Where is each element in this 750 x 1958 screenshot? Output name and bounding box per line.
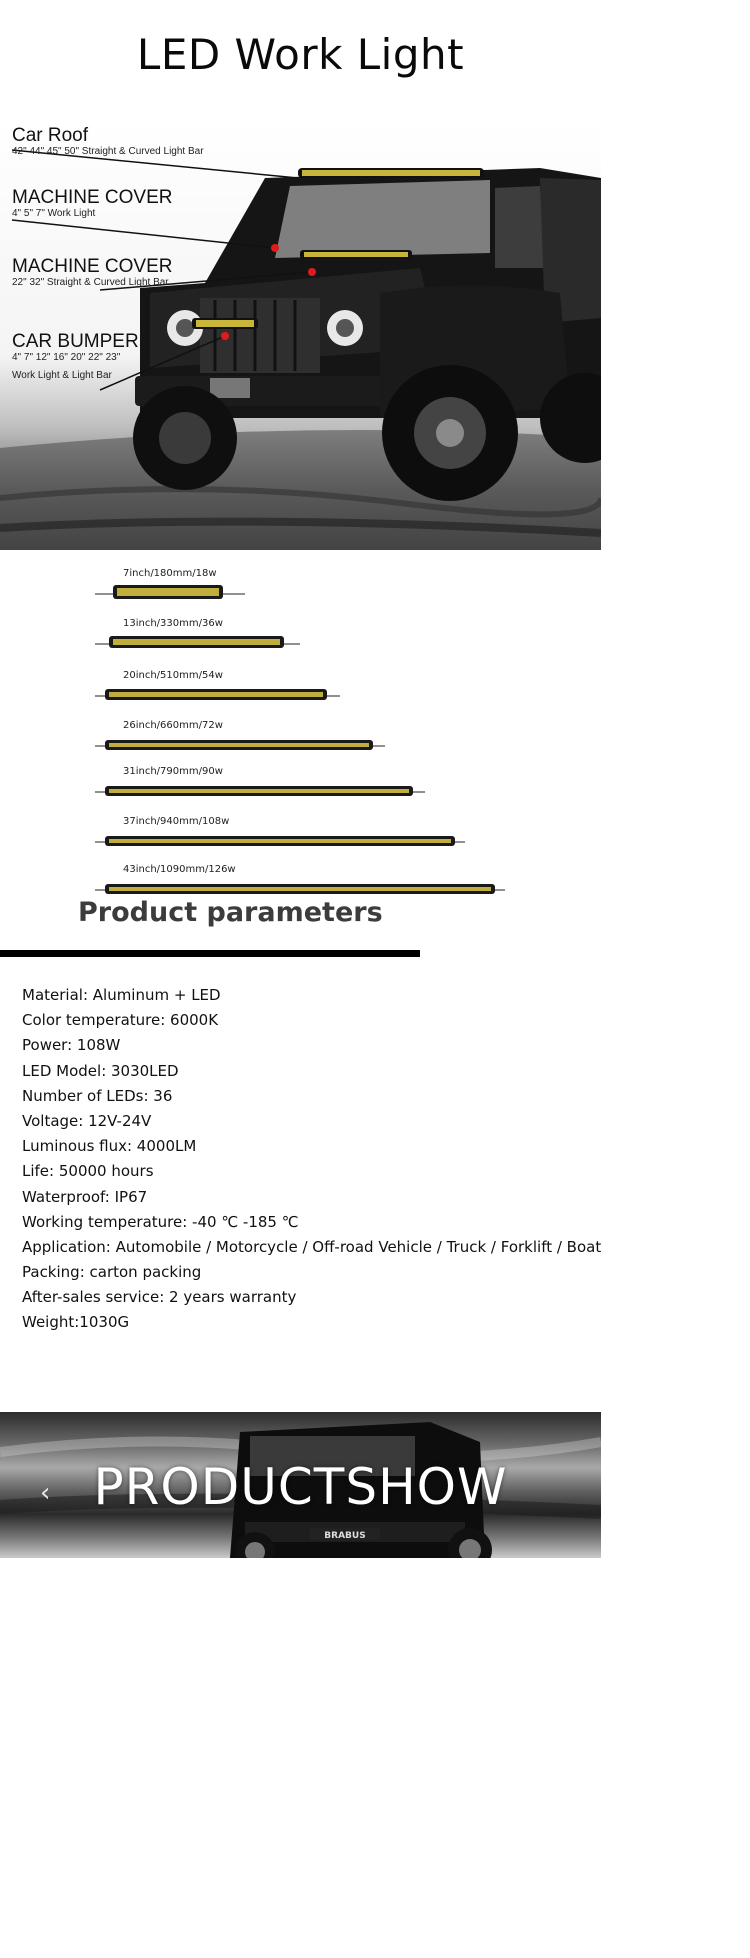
callout-subtext: 42" 44" 45" 50" Straight & Curved Light Bar <box>12 146 204 157</box>
section-divider <box>0 950 420 957</box>
callout-heading: CAR BUMPER <box>12 331 139 352</box>
spec-item: Working temperature: -40 ℃ -185 ℃ <box>22 1212 299 1231</box>
spec-item: Number of LEDs: 36 <box>22 1086 173 1105</box>
callout-car-roof <box>12 126 204 158</box>
spec-item: Voltage: 12V-24V <box>22 1111 152 1130</box>
light-bar-image <box>95 829 465 849</box>
callout-subtext: 4" 7" 12" 16" 20" 22" 23" <box>12 352 121 363</box>
spec-item: Power: 108W <box>22 1036 121 1055</box>
spec-list <box>22 983 601 1336</box>
light-bar-spec: 31inch/790mm/90w <box>123 766 223 777</box>
spec-item: Material: Aluminum + LED <box>22 986 221 1004</box>
callout-subtext: 4" 5" 7" Work Light <box>12 208 96 219</box>
brabus-badge: BRABUS <box>324 1531 366 1541</box>
spec-item: Color temperature: 6000K <box>22 1011 219 1030</box>
chevron-left-icon[interactable]: ‹ <box>40 1478 51 1508</box>
light-bar-size-list <box>0 560 601 900</box>
spec-item: Application: Automobile / Motorcycle / Off-road Vehicle / Truck / Forklift / Boat <box>22 1237 601 1256</box>
callout-heading: MACHINE COVER <box>12 256 173 277</box>
hero-vehicle-image <box>0 118 601 550</box>
product-show-banner <box>0 1412 601 1558</box>
callout-subtext: 22" 32" Straight & Curved Light Bar <box>12 277 169 288</box>
light-bar-image <box>95 631 300 651</box>
spec-item: Waterproof: IP67 <box>22 1187 148 1206</box>
parameters-heading: Product parameters <box>78 897 383 928</box>
product-show-title: PRODUCTSHOW <box>93 1458 508 1516</box>
page-title: LED Work Light <box>136 30 465 79</box>
callout-heading: MACHINE COVER <box>12 187 173 208</box>
light-bar-image <box>95 779 425 799</box>
spec-item: After-sales service: 2 years warranty <box>22 1288 297 1307</box>
light-bar-spec: 37inch/940mm/108w <box>123 816 230 827</box>
light-bar-image <box>95 733 385 753</box>
light-bar-spec: 13inch/330mm/36w <box>123 618 223 629</box>
light-bar-spec: 26inch/660mm/72w <box>123 720 223 731</box>
callout-car-bumper <box>12 332 139 382</box>
spec-item: Luminous flux: 4000LM <box>22 1137 197 1156</box>
light-bar-spec: 43inch/1090mm/126w <box>123 864 236 875</box>
callout-heading: Car Roof <box>12 125 89 146</box>
spec-item: Life: 50000 hours <box>22 1162 154 1181</box>
callout-machine-cover-small <box>12 188 172 220</box>
callout-machine-cover-large <box>12 257 172 289</box>
light-bar-image <box>95 683 340 703</box>
light-bar-spec: 20inch/510mm/54w <box>123 670 223 681</box>
spec-item: Weight:1030G <box>22 1313 130 1332</box>
callout-subtext: Work Light & Light Bar <box>12 370 112 381</box>
light-bar-image <box>95 581 245 601</box>
spec-item: Packing: carton packing <box>22 1263 202 1282</box>
light-bar-image <box>95 877 505 897</box>
light-bar-spec: 7inch/180mm/18w <box>123 568 217 579</box>
spec-item: LED Model: 3030LED <box>22 1061 179 1080</box>
